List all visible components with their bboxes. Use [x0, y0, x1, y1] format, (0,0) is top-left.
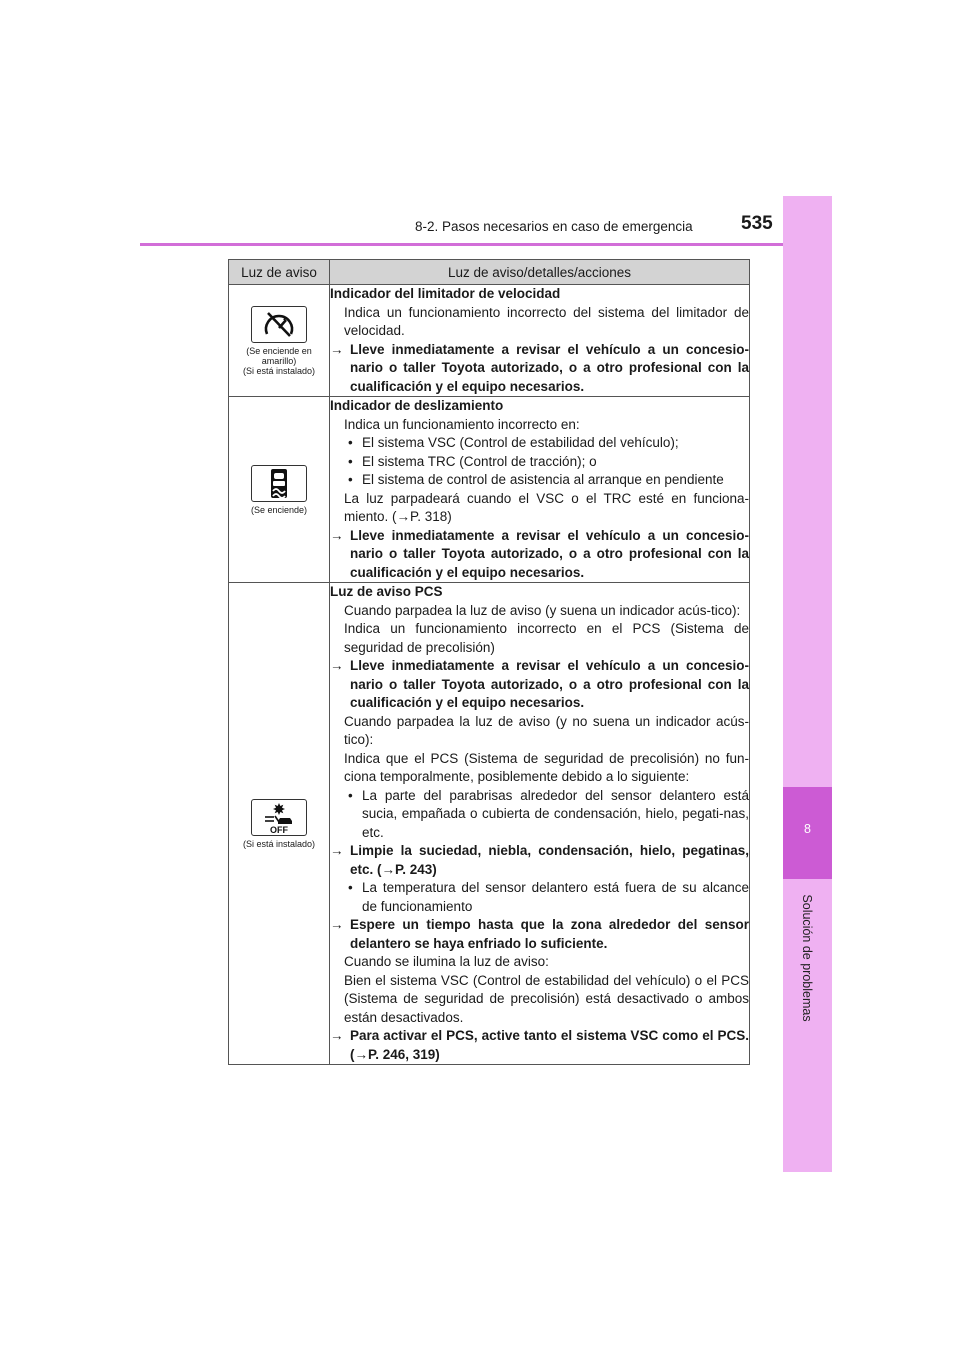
header-rule: [140, 243, 832, 246]
warning-title: Indicador de deslizamiento: [330, 398, 504, 413]
page-number: 535: [741, 213, 773, 234]
section-title: 8-2. Pasos necesarios en caso de emergencia: [415, 219, 693, 234]
bullet-item: • El sistema TRC (Control de tracción); o: [348, 453, 597, 469]
chapter-title: Solución de problemas: [800, 894, 814, 1022]
paragraph: Bien el sistema VSC (Control de estabilidad del vehículo) o el PCS (Sistema de seguridad de precolisión) está desactivado o ambos están desactivados.: [344, 972, 749, 1025]
paragraph: La luz parpadeará cuando el VSC o el TRC esté en funciona-miento. (→P. 318): [344, 490, 749, 524]
details-cell: [330, 285, 750, 397]
action-item: → Lleve inmediatamente a revisar el vehículo a un concesio-nario o taller Toyota autorizado, o a otro profesional con la cualificación y el equipo necesarios.: [330, 658, 749, 710]
pcs-off-icon: [251, 799, 307, 836]
action-item: → Lleve inmediatamente a revisar el vehículo a un concesio-nario o taller Toyota autorizado, o a otro profesional con la cualificación y el equipo necesarios.: [330, 527, 749, 580]
warning-lights-table: [228, 259, 750, 1065]
details-cell: [330, 397, 750, 583]
details-cell: [330, 583, 750, 1065]
icon-cell: [229, 583, 330, 1065]
table-row: [229, 583, 750, 1065]
bullet-item: • El sistema de control de asistencia al arranque en pendiente: [348, 472, 724, 487]
paragraph: Indica un funcionamiento incorrecto del sistema del limitador de velocidad.: [344, 304, 749, 338]
column-header-details: Luz de aviso/detalles/acciones: [330, 260, 750, 285]
paragraph: Indica un funcionamiento incorrecto en:: [344, 416, 580, 432]
table-row: [229, 285, 750, 397]
speed-limiter-icon: [251, 306, 307, 343]
paragraph: Cuando parpadea la luz de aviso (y suena un indicador acús-tico):: [344, 602, 741, 618]
paragraph: Indica que el PCS (Sistema de seguridad de precolisión) no fun-ciona temporalmente, posiblemente debido a lo siguiente:: [344, 750, 749, 784]
icon-caption: (Se enciende): [250, 504, 308, 515]
bullet-item: • La temperatura del sensor delantero está fuera de su alcance de funcionamiento: [348, 880, 749, 914]
bullet-item: • La parte del parabrisas alrededor del sensor delantero está sucia, empañada o cubierta de condensación, hielo, pegati-nas, etc.: [348, 787, 749, 840]
action-item: → Para activar el PCS, active tanto el sistema VSC como el PCS. (→P. 246, 319): [330, 1028, 749, 1062]
column-header-light: Luz de aviso: [229, 260, 330, 285]
bullet-item: • El sistema VSC (Control de estabilidad del vehículo);: [348, 435, 679, 450]
icon-caption: (Se enciende en amarillo) (Si está instalado): [242, 345, 316, 376]
svg-text:OFF: OFF: [270, 824, 288, 835]
icon-caption: (Si está instalado): [242, 838, 316, 849]
paragraph: Indica un funcionamiento incorrecto en el PCS (Sistema de seguridad de precolisión): [344, 621, 749, 655]
table-header-row: [229, 260, 750, 285]
table-row: [229, 397, 750, 583]
warning-title: Luz de aviso PCS: [330, 584, 443, 599]
chapter-number: 8: [804, 822, 811, 836]
action-item: → Limpie la suciedad, niebla, condensación, hielo, pegatinas, etc. (→P. 243): [330, 843, 749, 877]
icon-cell: [229, 285, 330, 397]
paragraph: Cuando se ilumina la luz de aviso:: [344, 954, 549, 969]
paragraph: Cuando parpadea la luz de aviso (y no suena un indicador acús-tico):: [344, 713, 749, 747]
action-item: → Lleve inmediatamente a revisar el vehículo a un concesio-nario o taller Toyota autorizado, o a otro profesional con la cualificación y el equipo necesarios.: [330, 341, 749, 394]
action-item: → Espere un tiempo hasta que la zona alrededor del sensor delantero se haya enfriado lo suficiente.: [330, 917, 749, 951]
icon-cell: [229, 397, 330, 583]
slip-indicator-icon: [251, 465, 307, 502]
warning-title: Indicador del limitador de velocidad: [330, 286, 561, 301]
